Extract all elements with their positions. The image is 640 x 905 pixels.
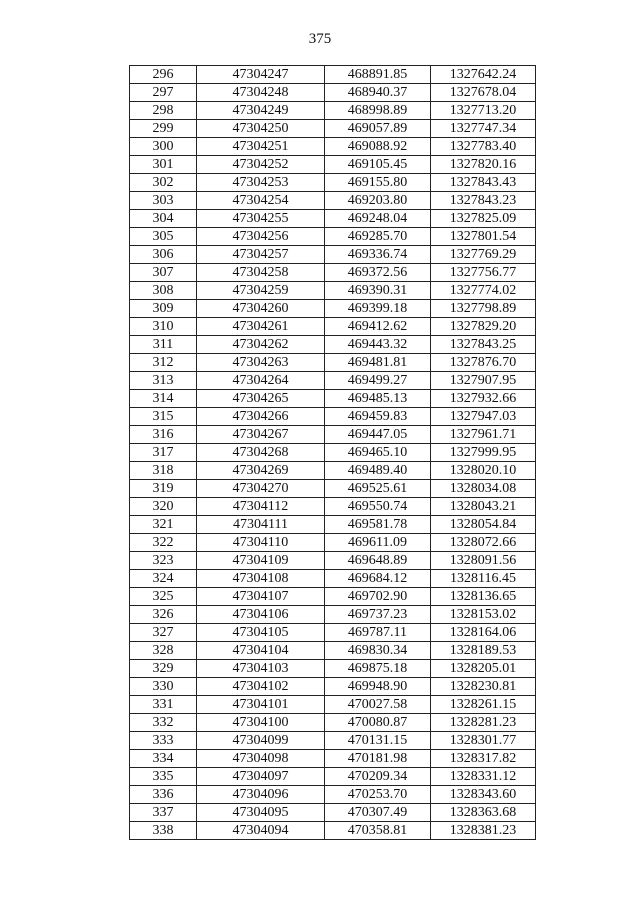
row-number-cell: 310 <box>130 318 197 336</box>
row-number-cell: 327 <box>130 624 197 642</box>
row-number-cell: 336 <box>130 786 197 804</box>
y-coordinate-cell: 1327999.95 <box>431 444 536 462</box>
row-number-cell: 319 <box>130 480 197 498</box>
row-number-cell: 309 <box>130 300 197 318</box>
x-coordinate-cell: 469203.80 <box>325 192 431 210</box>
point-id-cell: 47304110 <box>197 534 325 552</box>
y-coordinate-cell: 1328020.10 <box>431 462 536 480</box>
row-number-cell: 335 <box>130 768 197 786</box>
point-id-cell: 47304101 <box>197 696 325 714</box>
point-id-cell: 47304251 <box>197 138 325 156</box>
y-coordinate-cell: 1327801.54 <box>431 228 536 246</box>
x-coordinate-cell: 469447.05 <box>325 426 431 444</box>
row-number-cell: 320 <box>130 498 197 516</box>
table-row <box>130 480 536 498</box>
row-number-cell: 318 <box>130 462 197 480</box>
point-id-cell: 47304256 <box>197 228 325 246</box>
x-coordinate-cell: 469485.13 <box>325 390 431 408</box>
x-coordinate-cell: 469459.83 <box>325 408 431 426</box>
point-id-cell: 47304095 <box>197 804 325 822</box>
row-number-cell: 321 <box>130 516 197 534</box>
x-coordinate-cell: 470131.15 <box>325 732 431 750</box>
y-coordinate-cell: 1327756.77 <box>431 264 536 282</box>
page-number: 375 <box>308 31 332 47</box>
point-id-cell: 47304105 <box>197 624 325 642</box>
point-id-cell: 47304098 <box>197 750 325 768</box>
x-coordinate-cell: 469057.89 <box>325 120 431 138</box>
x-coordinate-cell: 470080.87 <box>325 714 431 732</box>
row-number-cell: 337 <box>130 804 197 822</box>
x-coordinate-cell: 469499.27 <box>325 372 431 390</box>
table-row <box>130 120 536 138</box>
x-coordinate-cell: 469787.11 <box>325 624 431 642</box>
row-number-cell: 311 <box>130 336 197 354</box>
row-number-cell: 297 <box>130 84 197 102</box>
table-row <box>130 462 536 480</box>
x-coordinate-cell: 469648.89 <box>325 552 431 570</box>
table-row <box>130 696 536 714</box>
x-coordinate-cell: 469489.40 <box>325 462 431 480</box>
table-row <box>130 444 536 462</box>
point-id-cell: 47304262 <box>197 336 325 354</box>
point-id-cell: 47304252 <box>197 156 325 174</box>
table-row <box>130 408 536 426</box>
point-id-cell: 47304265 <box>197 390 325 408</box>
row-number-cell: 296 <box>130 66 197 84</box>
table-row <box>130 732 536 750</box>
table-row <box>130 516 536 534</box>
row-number-cell: 334 <box>130 750 197 768</box>
y-coordinate-cell: 1328381.23 <box>431 822 536 840</box>
table-row <box>130 192 536 210</box>
point-id-cell: 47304258 <box>197 264 325 282</box>
y-coordinate-cell: 1328261.15 <box>431 696 536 714</box>
row-number-cell: 323 <box>130 552 197 570</box>
x-coordinate-cell: 469443.32 <box>325 336 431 354</box>
x-coordinate-cell: 469285.70 <box>325 228 431 246</box>
row-number-cell: 317 <box>130 444 197 462</box>
point-id-cell: 47304109 <box>197 552 325 570</box>
row-number-cell: 330 <box>130 678 197 696</box>
x-coordinate-cell: 469684.12 <box>325 570 431 588</box>
y-coordinate-cell: 1328230.81 <box>431 678 536 696</box>
row-number-cell: 308 <box>130 282 197 300</box>
y-coordinate-cell: 1327947.03 <box>431 408 536 426</box>
point-id-cell: 47304247 <box>197 66 325 84</box>
row-number-cell: 324 <box>130 570 197 588</box>
x-coordinate-cell: 469550.74 <box>325 498 431 516</box>
table-row <box>130 318 536 336</box>
point-id-cell: 47304112 <box>197 498 325 516</box>
y-coordinate-cell: 1327843.25 <box>431 336 536 354</box>
x-coordinate-cell: 469525.61 <box>325 480 431 498</box>
y-coordinate-cell: 1328034.08 <box>431 480 536 498</box>
point-id-cell: 47304270 <box>197 480 325 498</box>
x-coordinate-cell: 469390.31 <box>325 282 431 300</box>
point-id-cell: 47304263 <box>197 354 325 372</box>
y-coordinate-cell: 1328331.12 <box>431 768 536 786</box>
y-coordinate-cell: 1328136.65 <box>431 588 536 606</box>
table-row <box>130 606 536 624</box>
row-number-cell: 338 <box>130 822 197 840</box>
point-id-cell: 47304097 <box>197 768 325 786</box>
table-row <box>130 210 536 228</box>
row-number-cell: 304 <box>130 210 197 228</box>
table-row <box>130 138 536 156</box>
table-row <box>130 804 536 822</box>
y-coordinate-cell: 1328054.84 <box>431 516 536 534</box>
row-number-cell: 299 <box>130 120 197 138</box>
table-row <box>130 66 536 84</box>
x-coordinate-cell: 469399.18 <box>325 300 431 318</box>
point-id-cell: 47304253 <box>197 174 325 192</box>
point-id-cell: 47304100 <box>197 714 325 732</box>
point-id-cell: 47304260 <box>197 300 325 318</box>
x-coordinate-cell: 470027.58 <box>325 696 431 714</box>
point-id-cell: 47304107 <box>197 588 325 606</box>
x-coordinate-cell: 468998.89 <box>325 102 431 120</box>
point-id-cell: 47304250 <box>197 120 325 138</box>
y-coordinate-cell: 1327829.20 <box>431 318 536 336</box>
x-coordinate-cell: 470358.81 <box>325 822 431 840</box>
y-coordinate-cell: 1328153.02 <box>431 606 536 624</box>
x-coordinate-cell: 469105.45 <box>325 156 431 174</box>
table-row <box>130 786 536 804</box>
table-row <box>130 552 536 570</box>
table-row <box>130 588 536 606</box>
point-id-cell: 47304264 <box>197 372 325 390</box>
y-coordinate-cell: 1328091.56 <box>431 552 536 570</box>
point-id-cell: 47304094 <box>197 822 325 840</box>
table-row <box>130 336 536 354</box>
table-row <box>130 264 536 282</box>
point-id-cell: 47304249 <box>197 102 325 120</box>
x-coordinate-cell: 469948.90 <box>325 678 431 696</box>
y-coordinate-cell: 1328363.68 <box>431 804 536 822</box>
y-coordinate-cell: 1327843.23 <box>431 192 536 210</box>
x-coordinate-cell: 470209.34 <box>325 768 431 786</box>
point-id-cell: 47304269 <box>197 462 325 480</box>
point-id-cell: 47304111 <box>197 516 325 534</box>
y-coordinate-cell: 1328043.21 <box>431 498 536 516</box>
y-coordinate-cell: 1328301.77 <box>431 732 536 750</box>
x-coordinate-cell: 469702.90 <box>325 588 431 606</box>
row-number-cell: 314 <box>130 390 197 408</box>
x-coordinate-cell: 469465.10 <box>325 444 431 462</box>
x-coordinate-cell: 469611.09 <box>325 534 431 552</box>
point-id-cell: 47304254 <box>197 192 325 210</box>
point-id-cell: 47304268 <box>197 444 325 462</box>
table-row <box>130 300 536 318</box>
row-number-cell: 325 <box>130 588 197 606</box>
point-id-cell: 47304106 <box>197 606 325 624</box>
table-row <box>130 642 536 660</box>
coordinates-table-body <box>130 66 536 840</box>
point-id-cell: 47304102 <box>197 678 325 696</box>
table-row <box>130 246 536 264</box>
x-coordinate-cell: 469372.56 <box>325 264 431 282</box>
table-row <box>130 426 536 444</box>
point-id-cell: 47304261 <box>197 318 325 336</box>
row-number-cell: 312 <box>130 354 197 372</box>
table-row <box>130 372 536 390</box>
table-row <box>130 624 536 642</box>
coordinates-table <box>129 65 536 840</box>
y-coordinate-cell: 1328281.23 <box>431 714 536 732</box>
y-coordinate-cell: 1327678.04 <box>431 84 536 102</box>
table-row <box>130 102 536 120</box>
row-number-cell: 333 <box>130 732 197 750</box>
row-number-cell: 307 <box>130 264 197 282</box>
x-coordinate-cell: 469412.62 <box>325 318 431 336</box>
row-number-cell: 313 <box>130 372 197 390</box>
row-number-cell: 328 <box>130 642 197 660</box>
table-row <box>130 570 536 588</box>
y-coordinate-cell: 1327783.40 <box>431 138 536 156</box>
point-id-cell: 47304096 <box>197 786 325 804</box>
x-coordinate-cell: 470181.98 <box>325 750 431 768</box>
point-id-cell: 47304099 <box>197 732 325 750</box>
x-coordinate-cell: 469248.04 <box>325 210 431 228</box>
point-id-cell: 47304103 <box>197 660 325 678</box>
row-number-cell: 300 <box>130 138 197 156</box>
table-row <box>130 750 536 768</box>
point-id-cell: 47304257 <box>197 246 325 264</box>
row-number-cell: 326 <box>130 606 197 624</box>
x-coordinate-cell: 470253.70 <box>325 786 431 804</box>
table-row <box>130 678 536 696</box>
y-coordinate-cell: 1327907.95 <box>431 372 536 390</box>
x-coordinate-cell: 469581.78 <box>325 516 431 534</box>
x-coordinate-cell: 469155.80 <box>325 174 431 192</box>
y-coordinate-cell: 1327820.16 <box>431 156 536 174</box>
table-row <box>130 156 536 174</box>
y-coordinate-cell: 1327769.29 <box>431 246 536 264</box>
y-coordinate-cell: 1327843.43 <box>431 174 536 192</box>
point-id-cell: 47304255 <box>197 210 325 228</box>
row-number-cell: 303 <box>130 192 197 210</box>
y-coordinate-cell: 1327798.89 <box>431 300 536 318</box>
y-coordinate-cell: 1327747.34 <box>431 120 536 138</box>
point-id-cell: 47304104 <box>197 642 325 660</box>
y-coordinate-cell: 1327642.24 <box>431 66 536 84</box>
x-coordinate-cell: 470307.49 <box>325 804 431 822</box>
table-row <box>130 534 536 552</box>
table-row <box>130 714 536 732</box>
table-row <box>130 354 536 372</box>
table-row <box>130 822 536 840</box>
x-coordinate-cell: 468891.85 <box>325 66 431 84</box>
x-coordinate-cell: 469481.81 <box>325 354 431 372</box>
table-row <box>130 174 536 192</box>
y-coordinate-cell: 1327932.66 <box>431 390 536 408</box>
x-coordinate-cell: 469336.74 <box>325 246 431 264</box>
row-number-cell: 315 <box>130 408 197 426</box>
y-coordinate-cell: 1327713.20 <box>431 102 536 120</box>
table-row <box>130 84 536 102</box>
row-number-cell: 322 <box>130 534 197 552</box>
x-coordinate-cell: 468940.37 <box>325 84 431 102</box>
point-id-cell: 47304248 <box>197 84 325 102</box>
row-number-cell: 298 <box>130 102 197 120</box>
x-coordinate-cell: 469737.23 <box>325 606 431 624</box>
y-coordinate-cell: 1327961.71 <box>431 426 536 444</box>
y-coordinate-cell: 1327876.70 <box>431 354 536 372</box>
x-coordinate-cell: 469088.92 <box>325 138 431 156</box>
point-id-cell: 47304266 <box>197 408 325 426</box>
x-coordinate-cell: 469830.34 <box>325 642 431 660</box>
y-coordinate-cell: 1328116.45 <box>431 570 536 588</box>
y-coordinate-cell: 1328189.53 <box>431 642 536 660</box>
row-number-cell: 305 <box>130 228 197 246</box>
table-row <box>130 660 536 678</box>
y-coordinate-cell: 1328205.01 <box>431 660 536 678</box>
y-coordinate-cell: 1328164.06 <box>431 624 536 642</box>
row-number-cell: 306 <box>130 246 197 264</box>
row-number-cell: 301 <box>130 156 197 174</box>
y-coordinate-cell: 1328343.60 <box>431 786 536 804</box>
table-row <box>130 498 536 516</box>
point-id-cell: 47304108 <box>197 570 325 588</box>
y-coordinate-cell: 1328072.66 <box>431 534 536 552</box>
row-number-cell: 329 <box>130 660 197 678</box>
table-row <box>130 768 536 786</box>
row-number-cell: 316 <box>130 426 197 444</box>
table-row <box>130 282 536 300</box>
point-id-cell: 47304259 <box>197 282 325 300</box>
table-row <box>130 228 536 246</box>
table-row <box>130 390 536 408</box>
y-coordinate-cell: 1328317.82 <box>431 750 536 768</box>
row-number-cell: 332 <box>130 714 197 732</box>
y-coordinate-cell: 1327774.02 <box>431 282 536 300</box>
y-coordinate-cell: 1327825.09 <box>431 210 536 228</box>
point-id-cell: 47304267 <box>197 426 325 444</box>
row-number-cell: 302 <box>130 174 197 192</box>
row-number-cell: 331 <box>130 696 197 714</box>
x-coordinate-cell: 469875.18 <box>325 660 431 678</box>
